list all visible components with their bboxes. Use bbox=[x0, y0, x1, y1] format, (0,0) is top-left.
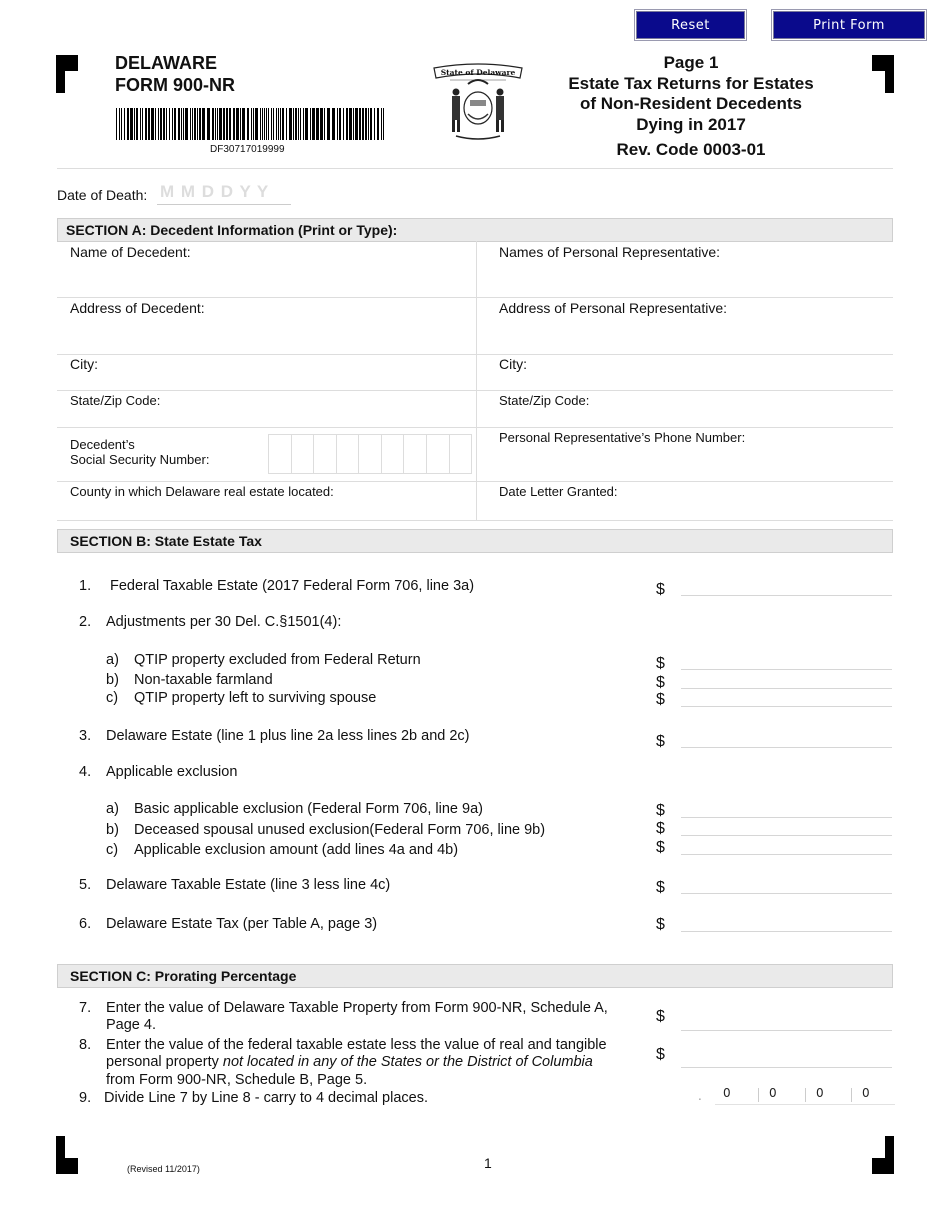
line-8-dollar: $ bbox=[656, 1046, 665, 1063]
digit-separator bbox=[851, 1088, 852, 1102]
line-1-dollar: $ bbox=[656, 581, 665, 598]
row-divider bbox=[57, 297, 893, 298]
line-9-label: Divide Line 7 by Line 8 - carry to 4 decimal places. bbox=[104, 1090, 428, 1106]
section-a-bottom bbox=[57, 520, 893, 521]
line-2a-dollar: $ bbox=[656, 655, 665, 672]
page-number: 1 bbox=[484, 1155, 492, 1171]
state-name: DELAWARE bbox=[115, 53, 218, 73]
line-3-label: Delaware Estate (line 1 plus line 2a less lines 2b and 2c) bbox=[106, 728, 470, 744]
line-6-number: 6. bbox=[79, 916, 92, 932]
row-divider bbox=[57, 481, 893, 482]
line-7-number: 7. bbox=[79, 1000, 92, 1016]
section-a-header: SECTION A: Decedent Information (Print or Type): bbox=[57, 218, 893, 242]
line-7-amount-field[interactable] bbox=[681, 1030, 892, 1031]
line-6-label: Delaware Estate Tax (per Table A, page 3) bbox=[106, 916, 378, 932]
line-2c-number: c) bbox=[106, 690, 119, 706]
revision-date: (Revised 11/2017) bbox=[127, 1164, 200, 1174]
line-4a-number: a) bbox=[106, 801, 119, 817]
line-8-label-b-italic: not located in any of the States or the District of Columbia bbox=[222, 1054, 593, 1070]
digit-separator bbox=[758, 1088, 759, 1102]
barcode bbox=[116, 108, 386, 140]
line-1-number: 1. bbox=[79, 578, 92, 594]
section-b-header: SECTION B: State Estate Tax bbox=[57, 529, 893, 553]
name-of-decedent-field[interactable] bbox=[57, 262, 476, 296]
reset-button[interactable]: Reset bbox=[636, 11, 745, 39]
line-4c-label: Applicable exclusion amount (add lines 4a and 4b) bbox=[134, 842, 459, 858]
date-letter-granted-label: Date Letter Granted: bbox=[499, 484, 618, 499]
line-8-amount-field[interactable] bbox=[681, 1067, 892, 1068]
title-line-2: of Non-Resident Decedents bbox=[580, 94, 802, 113]
county-field[interactable] bbox=[70, 500, 470, 520]
corner-mark-top-left bbox=[56, 55, 78, 93]
line-2c-amount-field[interactable] bbox=[681, 706, 892, 707]
title-line-1: Estate Tax Returns for Estates bbox=[568, 74, 814, 93]
names-of-rep-field[interactable] bbox=[477, 262, 893, 296]
title-line-3: Dying in 2017 bbox=[636, 115, 746, 134]
line-2-label: Adjustments per 30 Del. C.§1501(4): bbox=[106, 614, 342, 630]
address-of-decedent-label: Address of Decedent: bbox=[70, 300, 205, 316]
form-title-block bbox=[540, 52, 842, 162]
section-c-header: SECTION C: Prorating Percentage bbox=[57, 964, 893, 988]
row-divider bbox=[57, 390, 893, 391]
percentage-digit-4[interactable]: 0 bbox=[862, 1086, 870, 1100]
address-of-decedent-field[interactable] bbox=[57, 318, 476, 352]
corner-mark-top-right bbox=[872, 55, 894, 93]
name-of-decedent-label: Name of Decedent: bbox=[70, 244, 191, 260]
line-7-label-b: Page 4. bbox=[106, 1017, 156, 1033]
page-label: Page 1 bbox=[663, 53, 719, 72]
rep-phone-field[interactable] bbox=[499, 450, 889, 478]
line-4b-number: b) bbox=[106, 822, 119, 838]
line-5-label: Delaware Taxable Estate (line 3 less line 4c) bbox=[106, 877, 391, 893]
state-zip-left-label: State/Zip Code: bbox=[70, 393, 161, 408]
line-6-dollar: $ bbox=[656, 916, 665, 933]
line-4c-dollar: $ bbox=[656, 839, 665, 856]
line-8-label-c: from Form 900-NR, Schedule B, Page 5. bbox=[106, 1072, 368, 1088]
line-8-number: 8. bbox=[79, 1037, 92, 1053]
line-4-number: 4. bbox=[79, 764, 92, 780]
corner-mark-bottom-right bbox=[872, 1136, 894, 1174]
line-4b-label: Deceased spousal unused exclusion(Federal Form 706, line 9b) bbox=[134, 822, 546, 838]
line-2a-amount-field[interactable] bbox=[681, 669, 892, 670]
line-2-number: 2. bbox=[79, 614, 92, 630]
line-4a-dollar: $ bbox=[656, 802, 665, 819]
address-of-rep-label: Address of Personal Representative: bbox=[499, 300, 728, 316]
line-3-dollar: $ bbox=[656, 733, 665, 750]
line-8-label-b-plain: personal property bbox=[106, 1054, 223, 1070]
line-1-amount-field[interactable] bbox=[681, 595, 892, 596]
line-8-label-b bbox=[106, 1054, 593, 1070]
percentage-underline bbox=[715, 1104, 895, 1105]
percentage-digit-2[interactable]: 0 bbox=[769, 1086, 777, 1100]
rep-state-zip-field[interactable] bbox=[610, 392, 890, 424]
header-divider bbox=[57, 168, 893, 169]
city-right-label: City: bbox=[499, 356, 527, 372]
line-2c-dollar: $ bbox=[656, 691, 665, 708]
line-2b-amount-field[interactable] bbox=[681, 688, 892, 689]
line-5-dollar: $ bbox=[656, 879, 665, 896]
county-label: County in which Delaware real estate located: bbox=[70, 484, 334, 499]
line-2a-number: a) bbox=[106, 652, 119, 668]
decedent-state-zip-field[interactable] bbox=[180, 392, 470, 424]
digit-separator bbox=[805, 1088, 806, 1102]
names-of-rep-label: Names of Personal Representative: bbox=[499, 244, 720, 260]
line-2b-number: b) bbox=[106, 672, 119, 688]
line-7-dollar: $ bbox=[656, 1008, 665, 1025]
line-3-amount-field[interactable] bbox=[681, 747, 892, 748]
seal-text: State of Delaware bbox=[440, 68, 516, 77]
line-4c-amount-field[interactable] bbox=[681, 854, 892, 855]
address-of-rep-field[interactable] bbox=[477, 318, 893, 352]
rev-code: Rev. Code 0003-01 bbox=[616, 140, 766, 159]
ssn-label-line-1: Decedent’s bbox=[70, 437, 135, 452]
line-2c-label: QTIP property left to surviving spouse bbox=[134, 690, 377, 706]
line-4-label: Applicable exclusion bbox=[106, 764, 238, 780]
line-4a-label: Basic applicable exclusion (Federal Form 706, line 9a) bbox=[134, 801, 483, 817]
line-4c-number: c) bbox=[106, 842, 119, 858]
percentage-decimal-point: . bbox=[698, 1089, 702, 1103]
rep-city-field[interactable] bbox=[535, 356, 890, 388]
line-6-amount-field[interactable] bbox=[681, 931, 892, 932]
line-8-label-a: Enter the value of the federal taxable estate less the value of real and tangible bbox=[106, 1037, 607, 1053]
line-1-label: Federal Taxable Estate (2017 Federal Form 706, line 3a) bbox=[110, 578, 475, 594]
rep-phone-label: Personal Representative’s Phone Number: bbox=[499, 430, 746, 445]
line-5-amount-field[interactable] bbox=[681, 893, 892, 894]
print-form-button[interactable]: Print Form bbox=[773, 11, 925, 39]
line-2a-label: QTIP property excluded from Federal Return bbox=[134, 652, 421, 668]
line-7-label-a: Enter the value of Delaware Taxable Property from Form 900-NR, Schedule A, bbox=[106, 1000, 608, 1016]
line-4b-dollar: $ bbox=[656, 820, 665, 837]
row-divider bbox=[57, 354, 893, 355]
date-of-death-placeholder: M M D D Y Y bbox=[160, 182, 270, 201]
decedent-city-field[interactable] bbox=[110, 356, 470, 388]
line-2b-label: Non-taxable farmland bbox=[134, 672, 273, 688]
city-left-label: City: bbox=[70, 356, 98, 372]
corner-mark-bottom-left bbox=[56, 1136, 78, 1174]
line-9-number: 9. bbox=[79, 1090, 92, 1106]
percentage-digit-1[interactable]: 0 bbox=[723, 1086, 731, 1100]
delaware-state-seal bbox=[430, 58, 526, 142]
date-letter-granted-field[interactable] bbox=[499, 500, 889, 520]
line-3-number: 3. bbox=[79, 728, 92, 744]
decedent-ssn-field[interactable] bbox=[268, 434, 472, 474]
form-identifier bbox=[115, 52, 235, 96]
barcode-number: DF30717019999 bbox=[210, 144, 285, 155]
line-2b-dollar: $ bbox=[656, 674, 665, 691]
row-divider bbox=[57, 427, 893, 428]
state-zip-right-label: State/Zip Code: bbox=[499, 393, 590, 408]
line-4b-amount-field[interactable] bbox=[681, 835, 892, 836]
line-5-number: 5. bbox=[79, 877, 92, 893]
ssn-label-line-2: Social Security Number: bbox=[70, 452, 210, 467]
line-4a-amount-field[interactable] bbox=[681, 817, 892, 818]
percentage-digit-3[interactable]: 0 bbox=[816, 1086, 824, 1100]
form-number: FORM 900-NR bbox=[115, 75, 236, 95]
date-of-death-label: Date of Death: bbox=[57, 187, 148, 203]
